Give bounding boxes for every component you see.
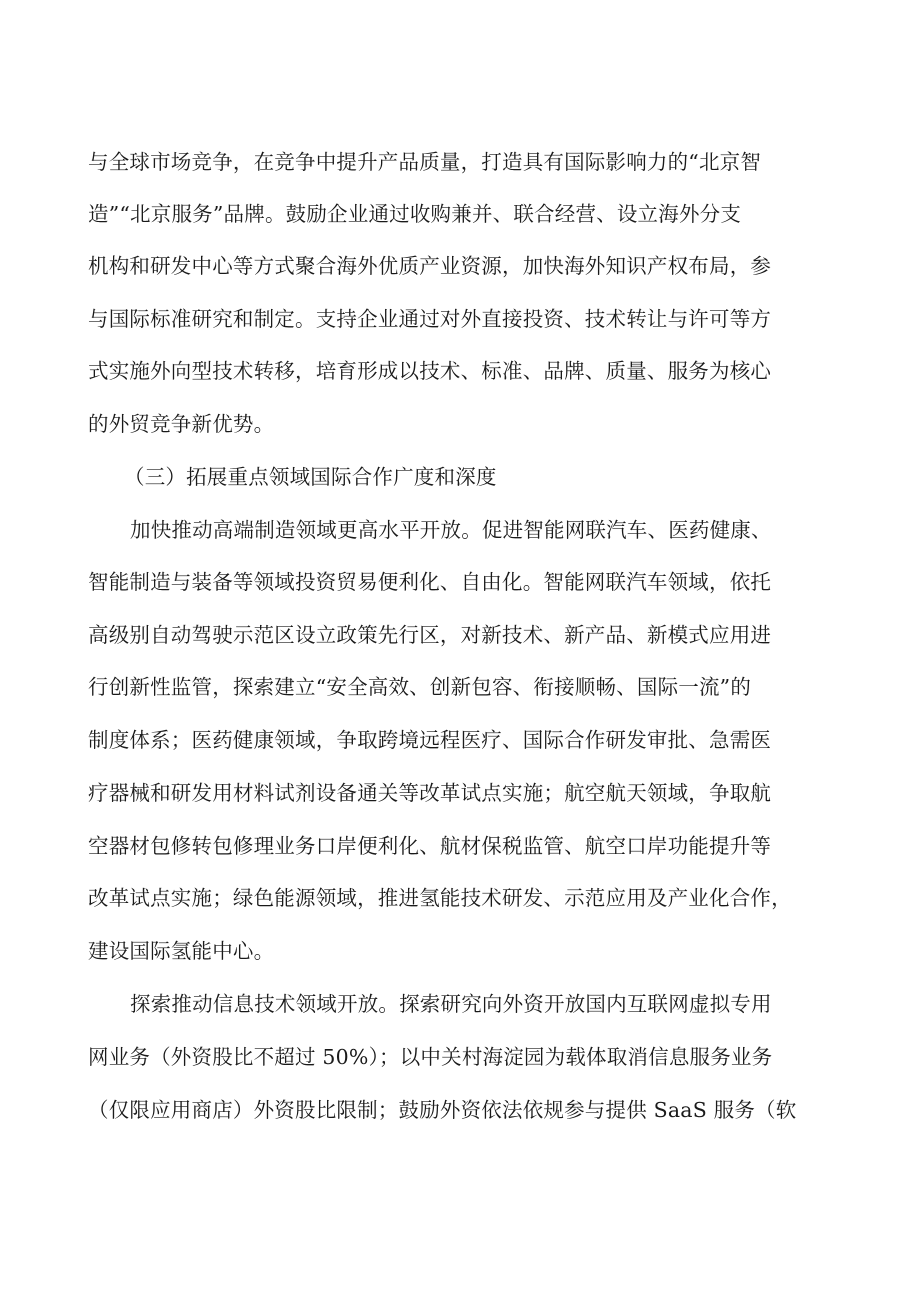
paragraph-1-line-3: 机构和研发中心等方式聚合海外优质产业资源，加快海外知识产权布局，参 [88,254,772,278]
section-heading: （三）拓展重点领域国际合作广度和深度 [124,465,497,489]
paragraph-2-line-1: 加快推动高端制造领域更高水平开放。促进智能网联汽车、医药健康、 [130,518,772,542]
paragraph-2-line-3: 高级别自动驾驶示范区设立政策先行区，对新技术、新产品、新模式应用进 [88,623,772,647]
paragraph-1-line-2: 造”“北京服务”品牌。鼓励企业通过收购兼并、联合经营、设立海外分支 [88,202,742,226]
paragraph-1-line-6: 的外贸竞争新优势。 [88,412,275,436]
paragraph-3-line-2: 网业务（外资股比不超过 50%）；以中关村海淀园为载体取消信息服务业务 [88,1045,773,1069]
paragraph-1-line-5: 式实施外向型技术转移，培育形成以技术、标准、品牌、质量、服务为核心 [88,359,772,383]
paragraph-3-line-3: （仅限应用商店）外资股比限制；鼓励外资依法依规参与提供 SaaS 服务（软 [88,1098,797,1122]
paragraph-2-line-4: 行创新性监管，探索建立“安全高效、创新包容、衔接顺畅、国际一流”的 [88,675,752,699]
paragraph-2-line-5: 制度体系；医药健康领域，争取跨境远程医疗、国际合作研发审批、急需医 [88,728,772,752]
paragraph-2-line-9: 建设国际氢能中心。 [88,939,275,963]
paragraph-1-line-4: 与国际标准研究和制定。支持企业通过对外直接投资、技术转让与许可等方 [88,307,772,331]
paragraph-3-line-1: 探索推动信息技术领域开放。探索研究向外资开放国内互联网虚拟专用 [130,992,772,1016]
paragraph-2-line-8: 改革试点实施；绿色能源领域，推进氢能技术研发、示范应用及产业化合作， [88,886,792,910]
paragraph-2-line-7: 空器材包修转包修理业务口岸便利化、航材保税监管、航空口岸功能提升等 [88,834,772,858]
paragraph-2-line-6: 疗器械和研发用材料试剂设备通关等改革试点实施；航空航天领域，争取航 [88,781,772,805]
paragraph-2-line-2: 智能制造与装备等领域投资贸易便利化、自由化。智能网联汽车领域，依托 [88,570,772,594]
paragraph-1-line-1: 与全球市场竞争，在竞争中提升产品质量，打造具有国际影响力的“北京智 [88,150,762,174]
